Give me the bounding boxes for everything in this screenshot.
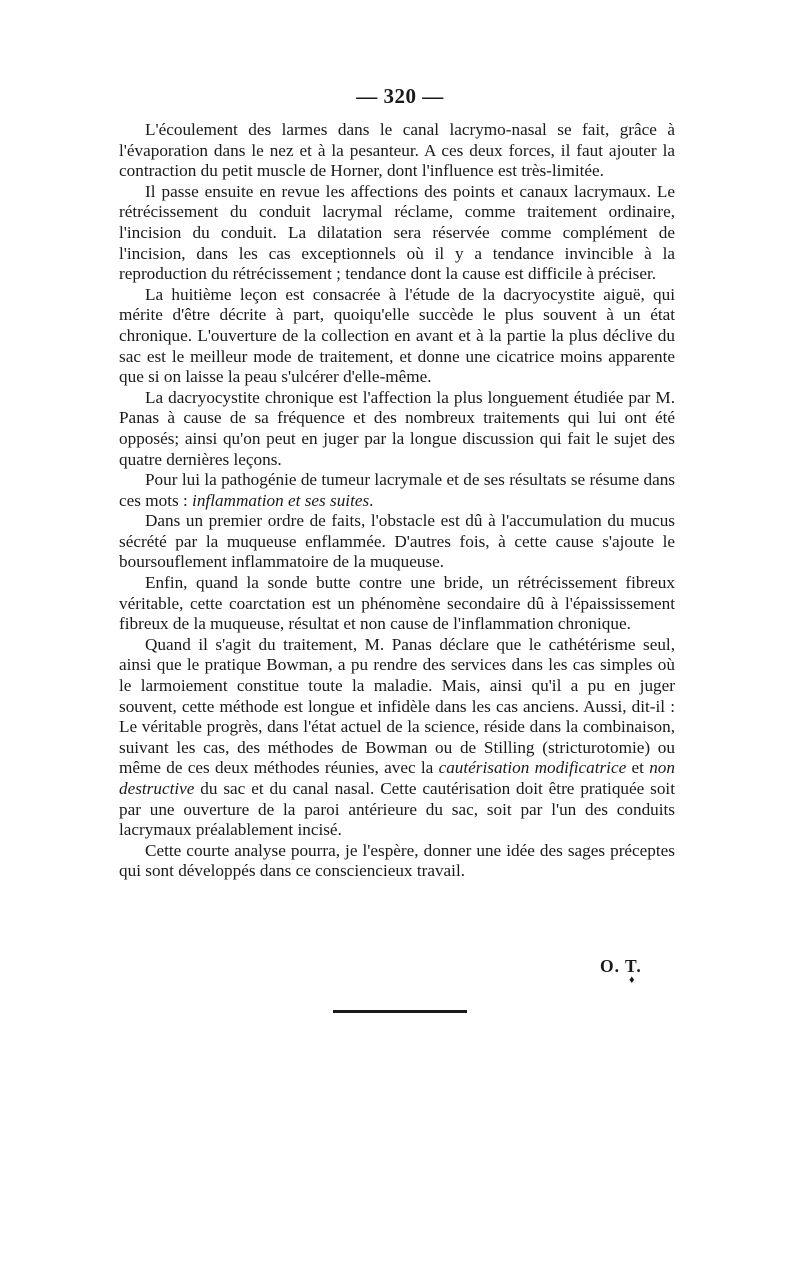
paragraph-text: et bbox=[626, 758, 650, 778]
paragraph: Il passe ensuite en revue les affections des points et canaux lacrymaux. Le rétrécissement du conduit lacrymal réclame, comme traitement ordinaire, l'incision du conduit. La dilatation sera réservée comme complément de l'incision, dans les cas exceptionnels où il y a tendance invincible à la reproduction du rétrécissement ; tendance dont la cause est difficile à préciser. bbox=[119, 181, 675, 284]
paragraph bbox=[119, 635, 675, 841]
italic-phrase: non destructive bbox=[119, 758, 675, 798]
paragraph-text: Pour lui la pathogénie de tumeur lacrymale et de ses résultats se résume dans ces mots : bbox=[119, 470, 675, 510]
italic-phrase: cautérisation modificatrice bbox=[438, 758, 627, 778]
paragraph: L'écoulement des larmes dans le canal lacrymo-nasal se fait, grâce à l'évaporation dans le nez et à la pesanteur. A ces deux forces, il faut ajouter la contraction du petit muscle de Horner, dont l'influence est très-limitée. bbox=[119, 120, 675, 181]
article-body bbox=[119, 120, 675, 882]
ornament-icon: ♦ bbox=[629, 974, 635, 986]
paragraph bbox=[119, 470, 675, 511]
paragraph: Enfin, quand la sonde butte contre une bride, un rétrécissement fibreux véritable, cette coarctation est un phénomène secondaire dû à l'épaississement fibreux de la muqueuse, résultat et non cause de l'inflammation chronique. bbox=[119, 573, 675, 634]
author-signature: O. T. bbox=[600, 956, 642, 976]
paragraph: La huitième leçon est consacrée à l'étude de la dacryocystite aiguë, qui mérite d'être décrite à part, quoiqu'elle succède le plus souvent à un état chronique. L'ouverture de la collection en avant et à la partie la plus déclive du sac est le meilleur mode de traitement, et donne une cicatrice moins apparente que si on laisse la peau s'ulcérer d'elle-même. bbox=[119, 284, 675, 387]
paragraph: La dacryocystite chronique est l'affection la plus longuement étudiée par M. Panas à cause de sa fréquence et des nombreux traitements qui lui ont été opposés; ainsi qu'on peut en juger par la longue discussion qui fait le sujet des quatre dernières leçons. bbox=[119, 387, 675, 469]
page-number: — 320 — bbox=[356, 84, 444, 108]
paragraph-text: du sac et du canal nasal. Cette cautérisation doit être pratiquée soit par une ouverture de la paroi antérieure du sac, soit par l'un des conduits lacrymaux préalablement incisé. bbox=[119, 779, 675, 840]
section-end-rule bbox=[333, 1010, 467, 1013]
paragraph-text: Quand il s'agit du traitement, M. Panas déclare que le cathétérisme seul, ainsi que le pratique Bowman, a pu rendre des services dans les cas simples où le larmoiement constitue toute la maladie. Mais, ainsi qu'il a pu en juger souvent, cette méthode est longue et infidèle dans les cas anciens. Aussi, dit-il : Le véritable progrès, dans l'état actuel de la science, réside dans la combinaison, suivant les cas, des méthodes de Bowman ou de Stilling (stricturotomie) ou même de ces deux méthodes réunies, avec la bbox=[119, 634, 675, 778]
italic-phrase: inflammation et ses suites bbox=[192, 490, 370, 510]
paragraph: Cette courte analyse pourra, je l'espère, donner une idée des sages préceptes qui sont développés dans ce consciencieux travail. bbox=[119, 840, 675, 881]
paragraph: Dans un premier ordre de faits, l'obstacle est dû à l'accumulation du mucus sécrété par la muqueuse enflammée. D'autres fois, à cette cause s'ajoute le boursouflement inflammatoire de la muqueuse. bbox=[119, 511, 675, 572]
paragraph-text: . bbox=[369, 490, 374, 510]
